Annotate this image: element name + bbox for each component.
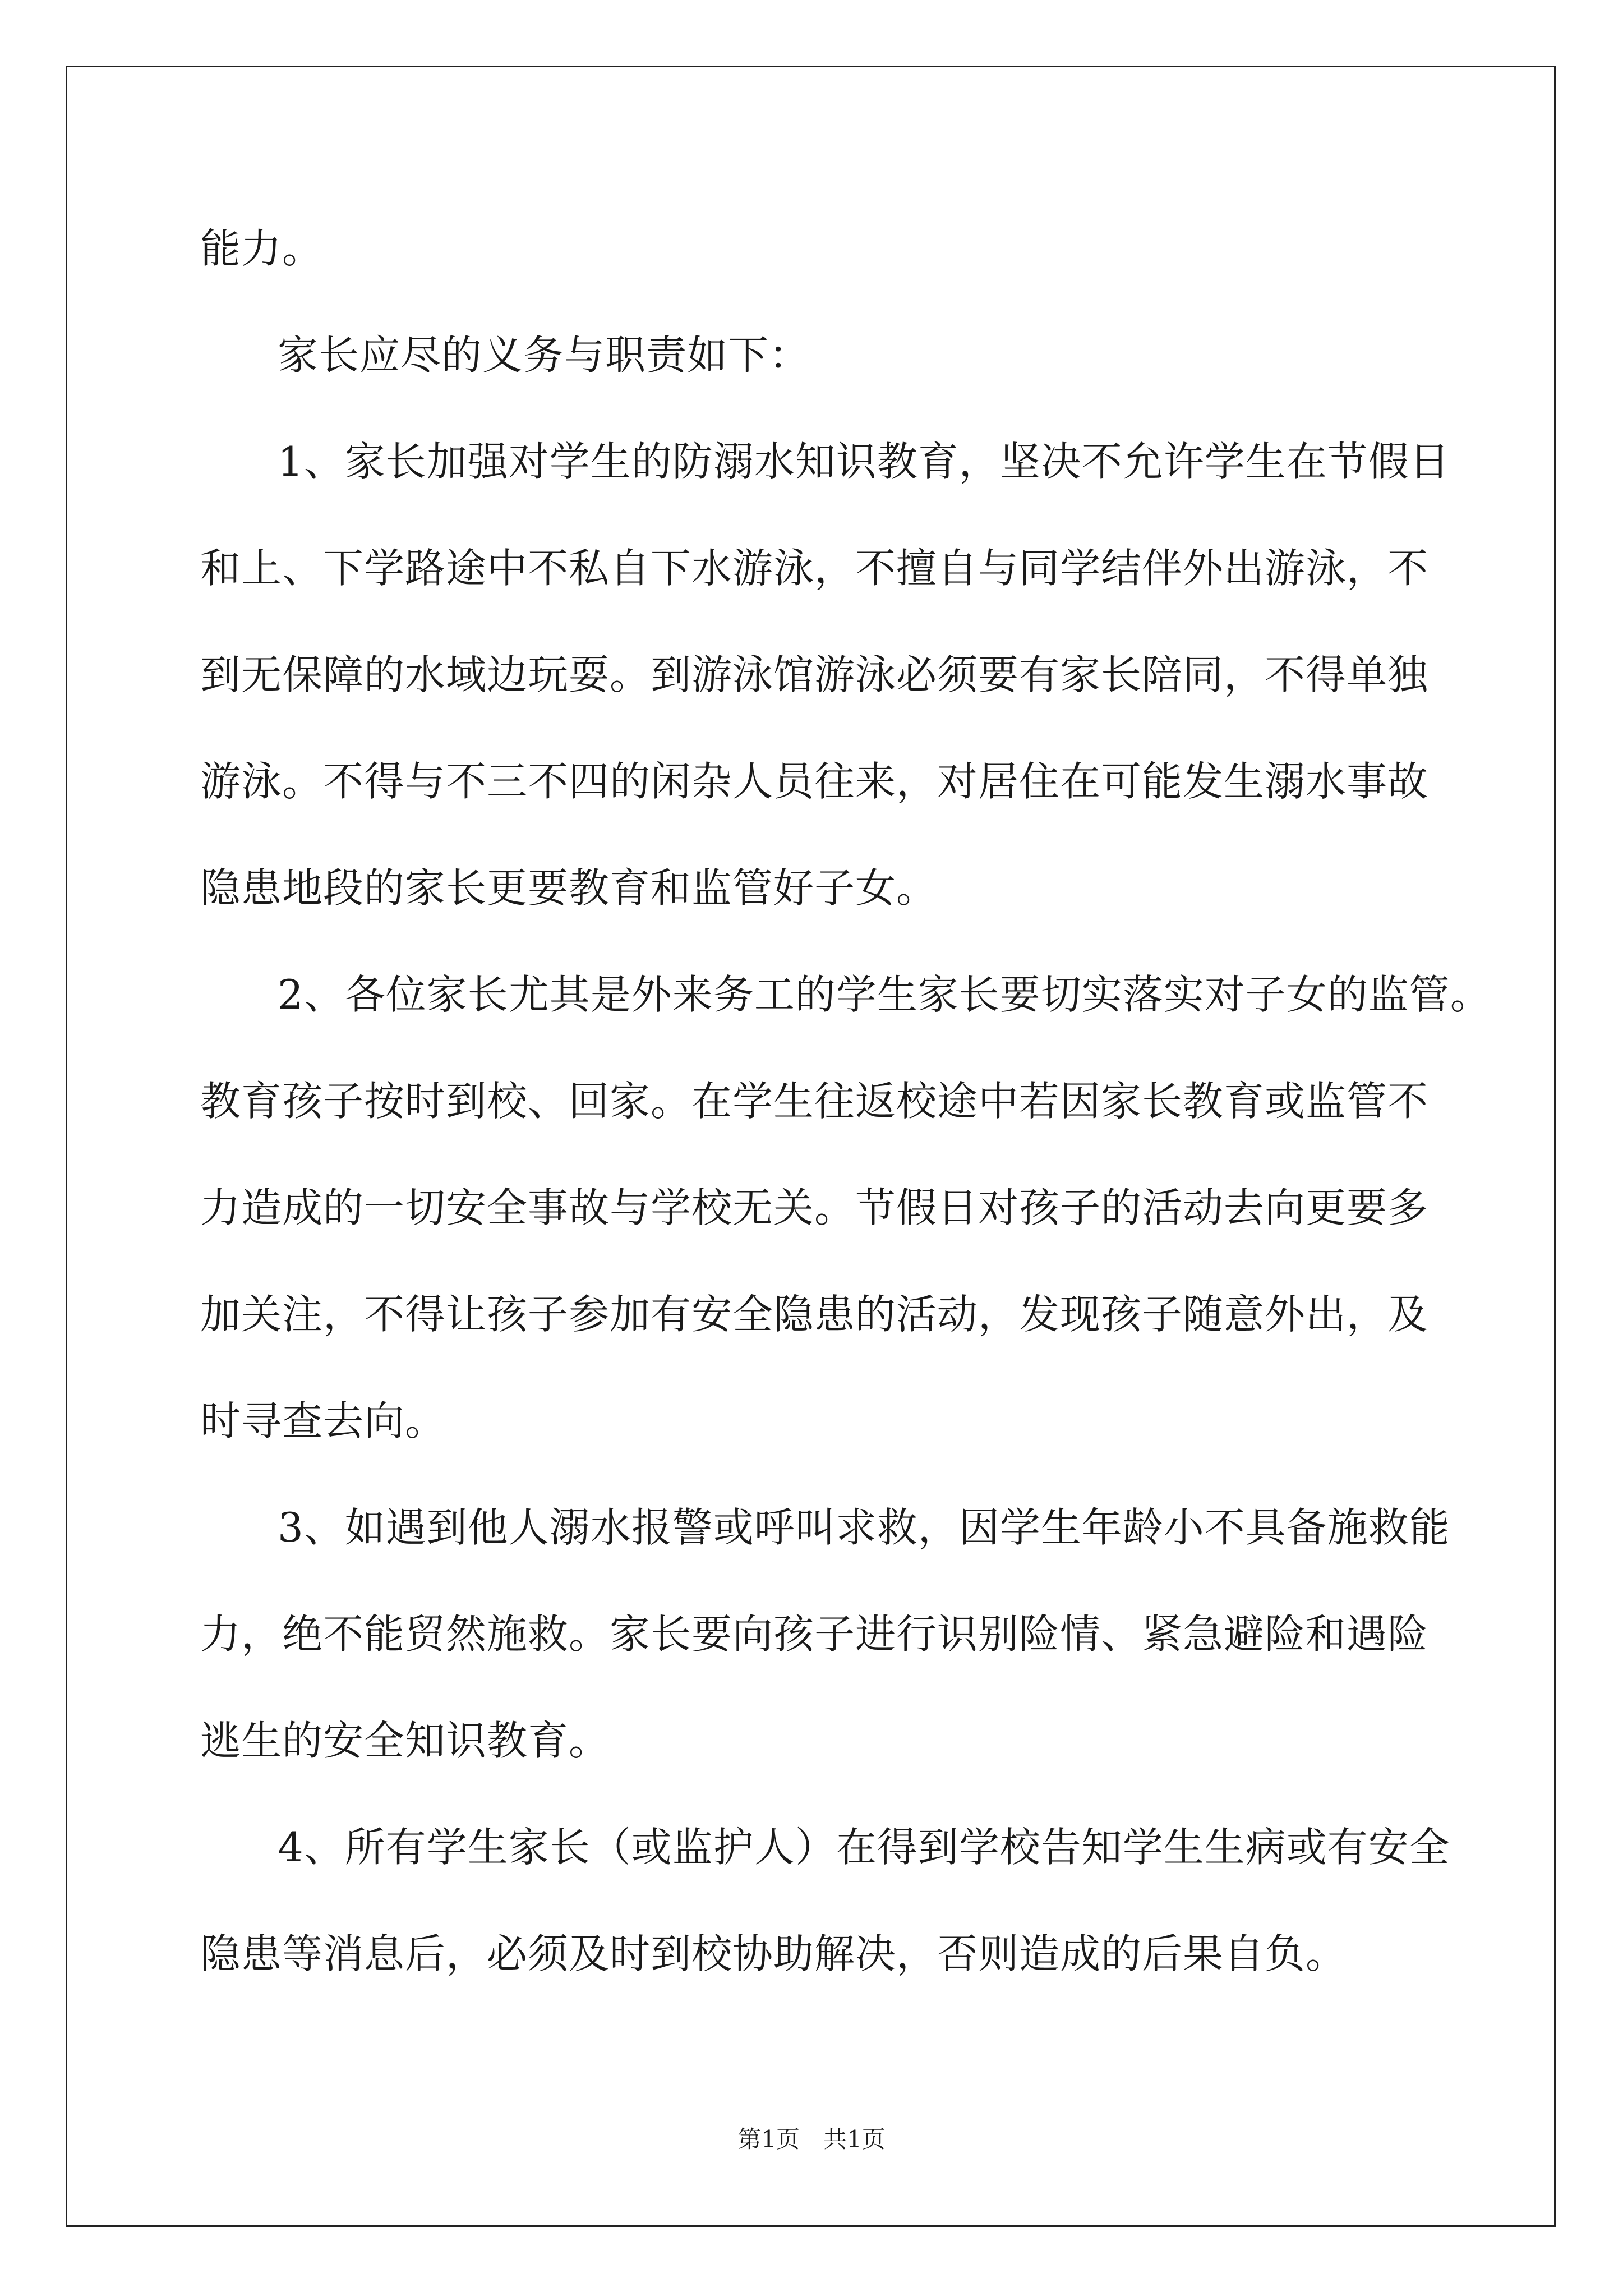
document-body bbox=[200, 195, 1546, 2007]
paragraph-item-4 bbox=[200, 1794, 1546, 2007]
text-line: 力，绝不能贸然施救。家长要向孩子进行识别险情、紧急避险和遇险 bbox=[200, 1611, 1429, 1658]
text-line: 到无保障的水域边玩耍。到游泳馆游泳必须要有家长陪同，不得单独 bbox=[200, 651, 1429, 698]
text-line: 家长应尽的义务与职责如下： bbox=[278, 332, 810, 379]
text-line: 和上、下学路途中不私自下水游泳，不擅自与同学结伴外出游泳，不 bbox=[200, 545, 1429, 592]
text-line: 3、如遇到他人溺水报警或呼叫求救，因学生年龄小不具备施救能 bbox=[278, 1504, 1450, 1551]
text-line: 4、所有学生家长（或监护人）在得到学校告知学生生病或有安全 bbox=[278, 1824, 1450, 1871]
paragraph-item-3 bbox=[200, 1474, 1546, 1794]
text-line: 逃生的安全知识教育。 bbox=[200, 1717, 610, 1764]
text-line: 游泳。不得与不三不四的闲杂人员往来，对居住在可能发生溺水事故 bbox=[200, 758, 1429, 805]
text-line: 时寻查去向。 bbox=[200, 1397, 446, 1444]
paragraph-item-1 bbox=[200, 408, 1546, 941]
text-line: 加关注，不得让孩子参加有安全隐患的活动，发现孩子随意外出，及 bbox=[200, 1291, 1429, 1338]
text-line: 能力。 bbox=[200, 225, 324, 272]
paragraph-item-2 bbox=[200, 941, 1546, 1474]
text-line: 教育孩子按时到校、回家。在学生往返校途中若因家长教育或监管不 bbox=[200, 1078, 1429, 1125]
text-line: 2、各位家长尤其是外来务工的学生家长要切实落实对子女的监管。 bbox=[278, 971, 1491, 1018]
text-line: 隐患等消息后，必须及时到校协助解决，否则造成的后果自负。 bbox=[200, 1930, 1347, 1977]
page-number-footer: 第1页 共1页 bbox=[737, 2125, 886, 2153]
text-line: 隐患地段的家长更要教育和监管好子女。 bbox=[200, 864, 938, 912]
paragraph-intro bbox=[200, 302, 1546, 408]
text-line: 1、家长加强对学生的防溺水知识教育，坚决不允许学生在节假日 bbox=[278, 438, 1450, 485]
text-line: 力造成的一切安全事故与学校无关。节假日对孩子的活动去向更要多 bbox=[200, 1184, 1429, 1231]
paragraph-continuation bbox=[200, 195, 1546, 302]
